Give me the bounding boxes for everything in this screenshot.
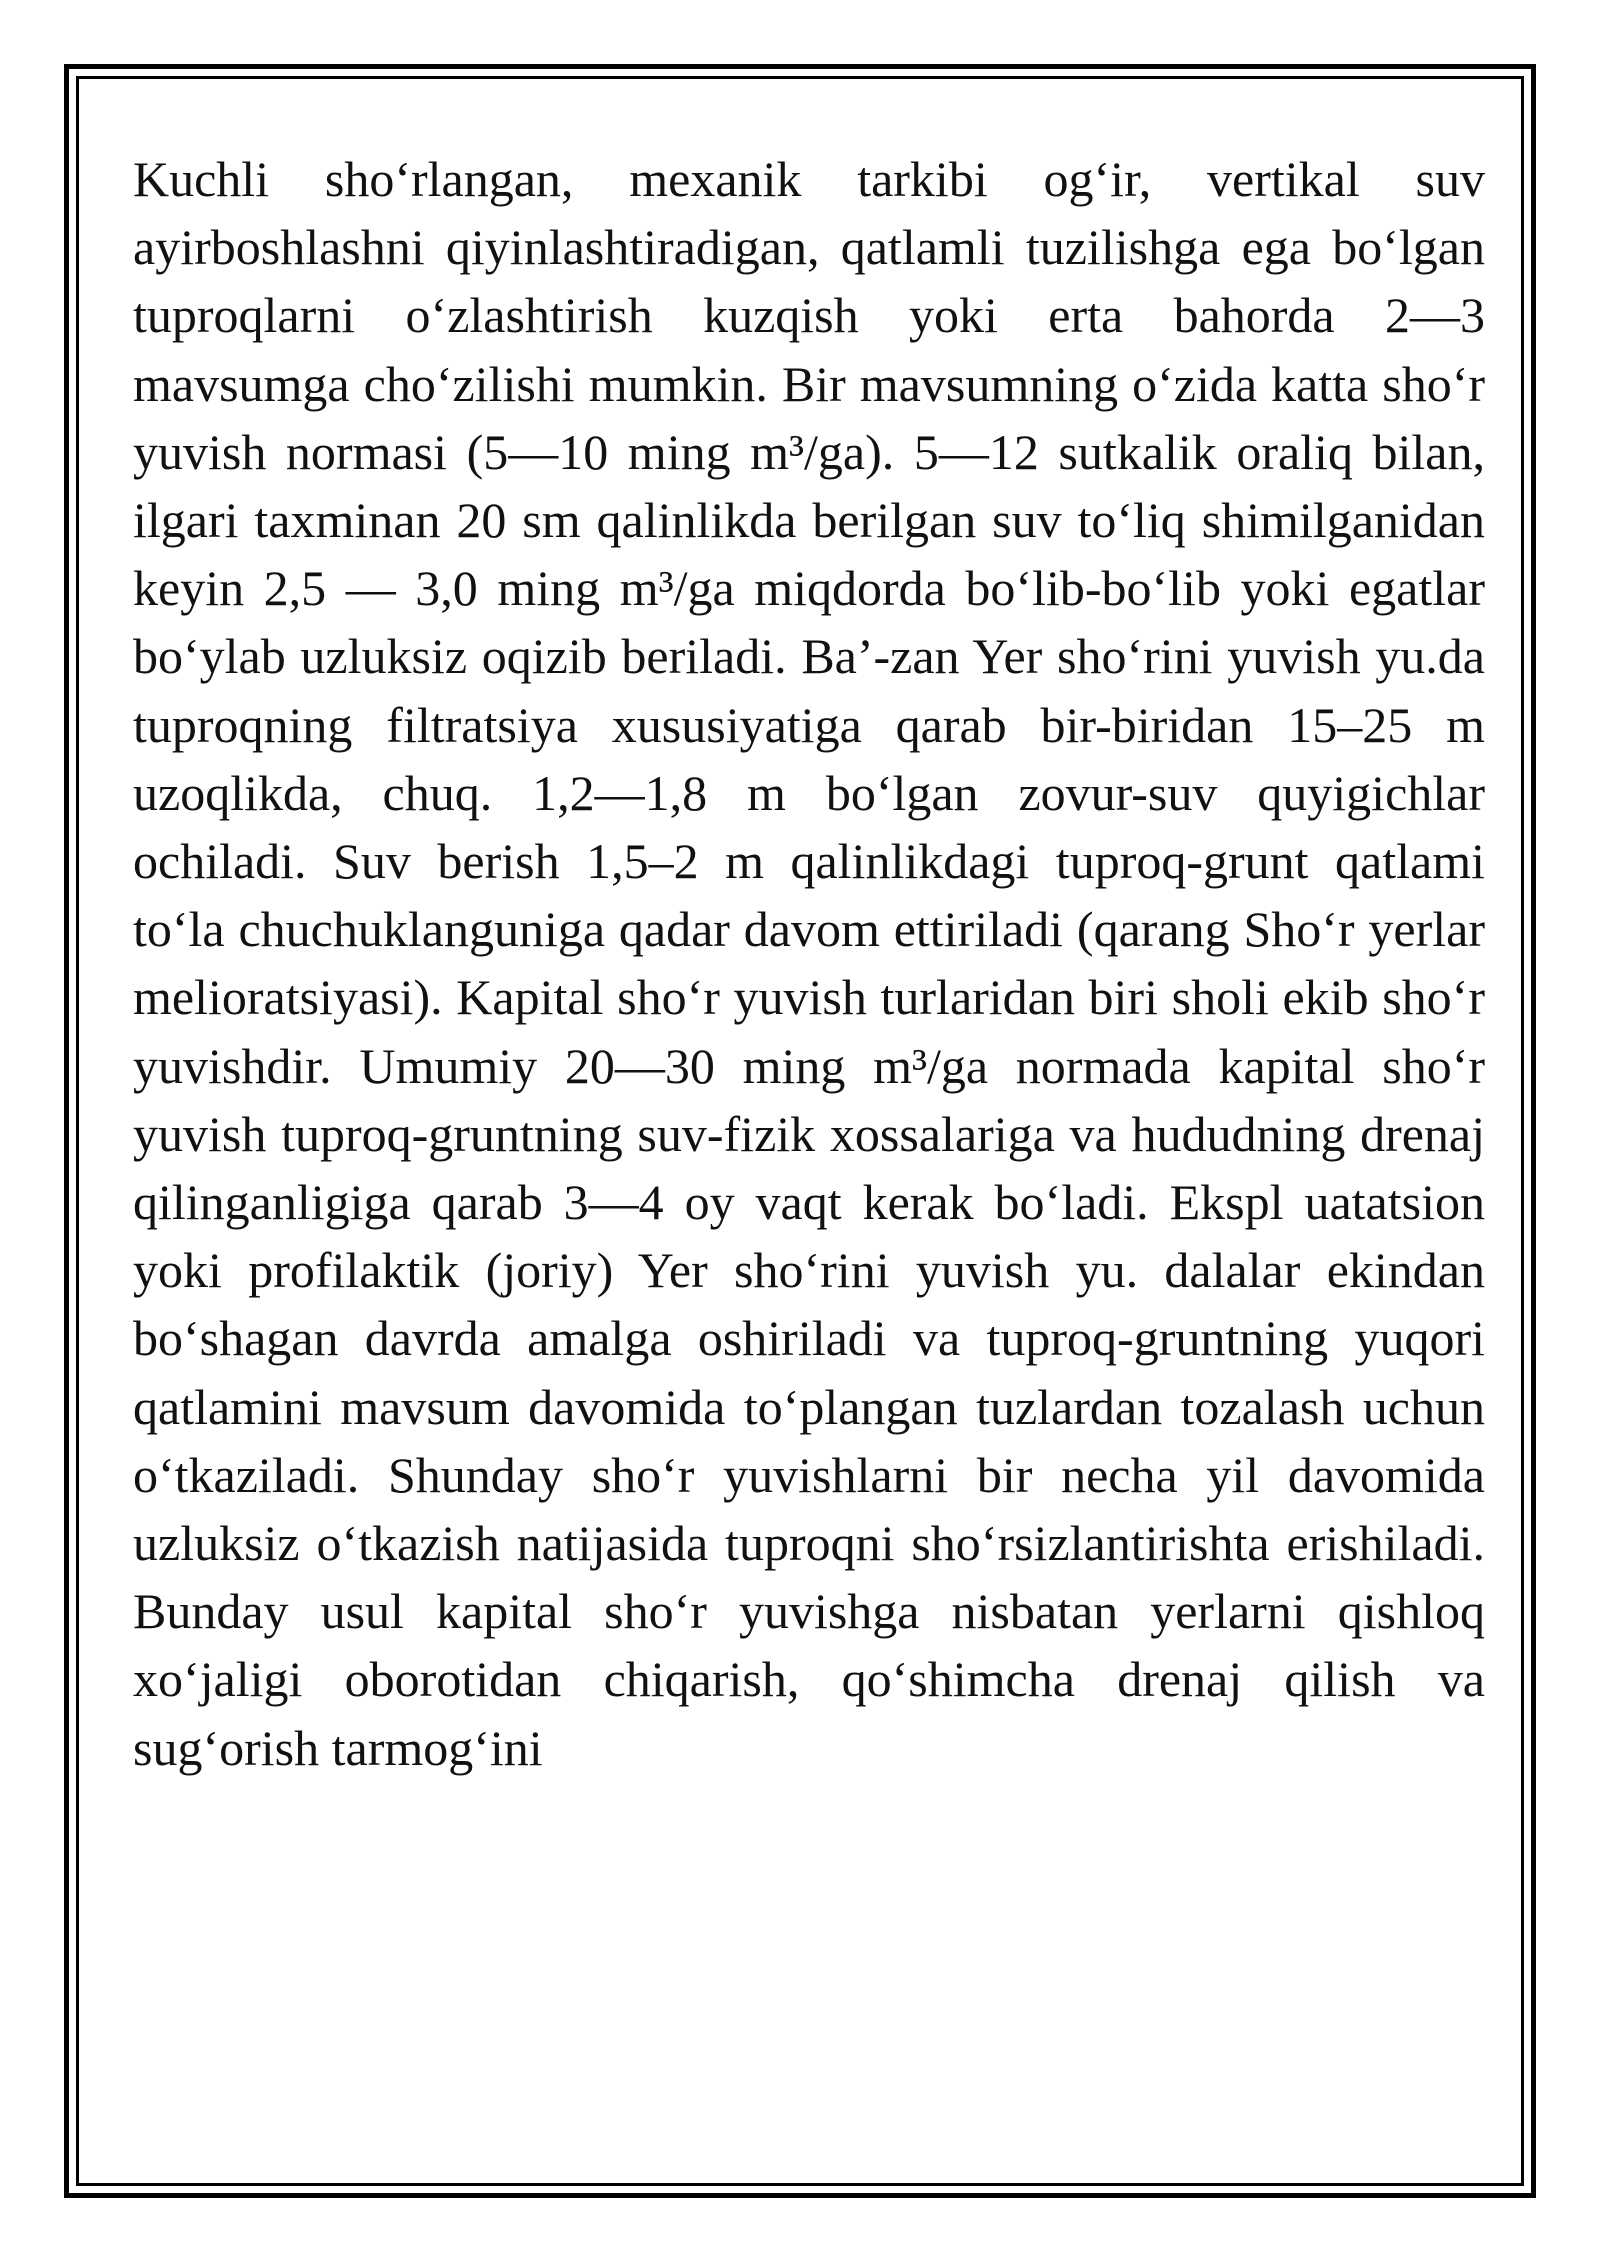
body-paragraph: Kuchli sho‘rlangan, mexanik tarkibi og‘ir, vertikal suv ayirboshlashni qiyinlashtiradigan, qatlamli tuzilishga ega bo‘lgan tuproqlarni o‘zlashtirish kuzqish yoki erta bahorda 2—3 mavsumga cho‘zilishi mumkin. Bir mavsumning o‘zida katta sho‘r yuvish normasi (5—10 ming m³/ga). 5—12 sutkalik oraliq bilan, ilgari taxminan 20 sm qalinlikda berilgan suv to‘liq shimilganidan keyin 2,5 — 3,0 ming m³/ga miqdorda bo‘lib-bo‘lib yoki egatlar bo‘ylab uzluksiz oqizib beriladi. Ba’-zan Yer sho‘rini yuvish yu.da tuproqning filtratsiya xususiyatiga qarab bir-biridan 15–25 m uzoqlikda, chuq. 1,2—1,8 m bo‘lgan zovur-suv quyigichlar ochiladi. Suv berish 1,5–2 m qalinlikdagi tuproq-grunt qatlami to‘la chuchuklanguniga qadar davom ettiriladi (qarang Sho‘r yerlar melioratsiyasi). Kapital sho‘r yuvish turlaridan biri sholi ekib sho‘r yuvishdir. Umumiy 20—30 ming m³/ga normada kapital sho‘r yuvish tuproq-gruntning suv-fizik xossalariga va hududning drenaj qilinganligiga qarab 3—4 oy vaqt kerak bo‘ladi. Ekspl uatatsion yoki profilaktik (joriy) Yer sho‘rini yuvish yu. dalalar ekindan bo‘shagan davrda amalga oshiriladi va tuproq-gruntning yuqori qatlamini mavsum davomida to‘plangan tuzlardan tozalash uchun o‘tkaziladi. Shunday sho‘r yuvishlarni bir necha yil davomida uzluksiz o‘tkazish natijasida tuproqni sho‘rsizlantirishta erishiladi. Bunday usul kapital sho‘r yuvishga nisbatan yerlarni qishloq xo‘jaligi oborotidan chiqarish, qo‘shimcha drenaj qilish va sug‘orish tarmog‘ini bbox=[133, 151, 1485, 1776]
